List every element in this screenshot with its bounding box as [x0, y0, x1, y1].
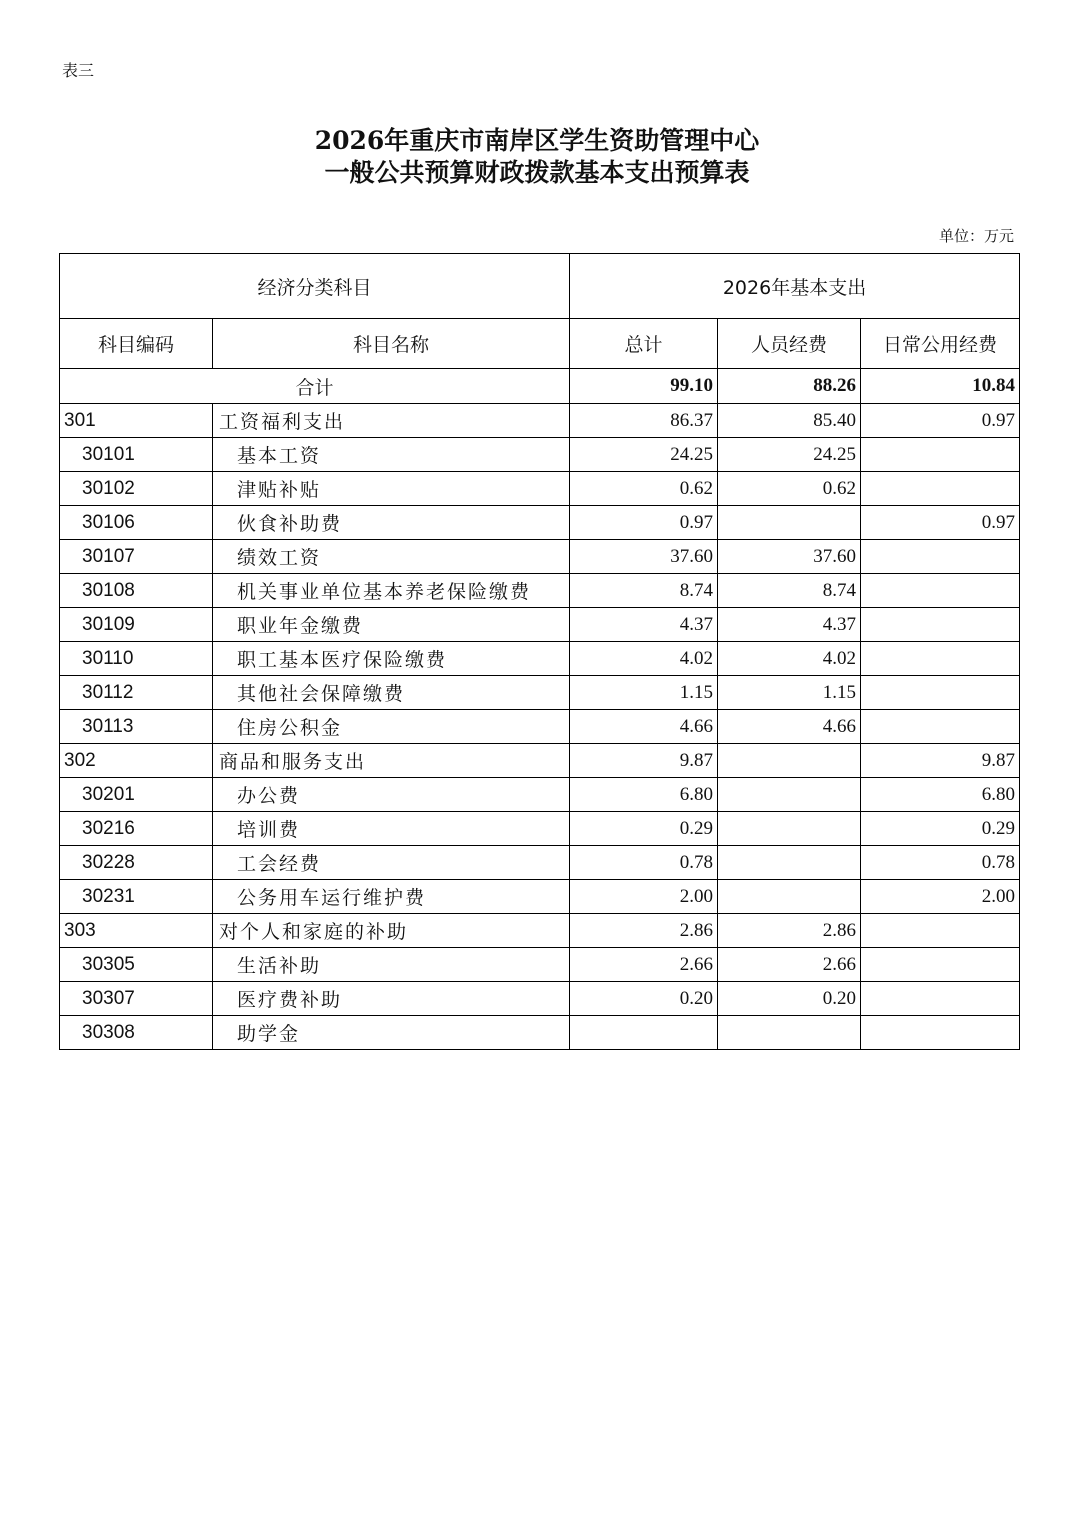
row-code: 30201 [60, 778, 213, 812]
row-name: 基本工资 [213, 438, 570, 472]
table-row [60, 948, 1020, 982]
row-code: 30107 [60, 540, 213, 574]
row-personnel: 2.66 [718, 948, 861, 982]
row-name: 伙食补助费 [213, 506, 570, 540]
row-total: 4.02 [570, 642, 718, 676]
table-row [60, 506, 1020, 540]
row-name: 机关事业单位基本养老保险缴费 [213, 574, 570, 608]
sum-personnel: 88.26 [718, 369, 861, 404]
page-title-line1: 2026年重庆市南岸区学生资助管理中心 [314, 126, 760, 155]
row-total [570, 1016, 718, 1050]
row-public [861, 914, 1020, 948]
row-code: 30305 [60, 948, 213, 982]
row-personnel [718, 778, 861, 812]
row-personnel: 1.15 [718, 676, 861, 710]
row-total: 37.60 [570, 540, 718, 574]
row-total: 2.86 [570, 914, 718, 948]
row-personnel: 0.20 [718, 982, 861, 1016]
header-total: 总计 [570, 319, 718, 369]
row-code: 30102 [60, 472, 213, 506]
header-code: 科目编码 [60, 319, 213, 369]
header-public: 日常公用经费 [861, 319, 1020, 369]
row-name: 职工基本医疗保险缴费 [213, 642, 570, 676]
row-public [861, 982, 1020, 1016]
row-code: 30113 [60, 710, 213, 744]
row-public: 0.97 [861, 506, 1020, 540]
table-row [60, 574, 1020, 608]
row-total: 6.80 [570, 778, 718, 812]
table-row [60, 914, 1020, 948]
table-body [60, 369, 1020, 1050]
row-personnel: 24.25 [718, 438, 861, 472]
row-public [861, 710, 1020, 744]
row-public: 0.78 [861, 846, 1020, 880]
table-row [60, 608, 1020, 642]
header-basic-expenditure: 2026年基本支出 [570, 254, 1020, 319]
row-personnel: 37.60 [718, 540, 861, 574]
row-personnel [718, 506, 861, 540]
row-code: 30112 [60, 676, 213, 710]
row-personnel: 4.02 [718, 642, 861, 676]
row-personnel: 0.62 [718, 472, 861, 506]
row-name: 助学金 [213, 1016, 570, 1050]
row-code: 301 [60, 404, 213, 438]
row-total: 9.87 [570, 744, 718, 778]
row-total: 0.97 [570, 506, 718, 540]
row-personnel: 4.37 [718, 608, 861, 642]
row-name: 职业年金缴费 [213, 608, 570, 642]
row-total: 0.62 [570, 472, 718, 506]
row-public [861, 948, 1020, 982]
row-personnel [718, 812, 861, 846]
header-personnel: 人员经费 [718, 319, 861, 369]
row-code: 30110 [60, 642, 213, 676]
row-personnel: 2.86 [718, 914, 861, 948]
row-code: 30106 [60, 506, 213, 540]
row-personnel [718, 880, 861, 914]
sum-label: 合计 [60, 369, 570, 404]
row-total: 86.37 [570, 404, 718, 438]
row-name: 其他社会保障缴费 [213, 676, 570, 710]
row-code: 30308 [60, 1016, 213, 1050]
table-row [60, 472, 1020, 506]
table-row [60, 982, 1020, 1016]
row-public: 0.97 [861, 404, 1020, 438]
row-name: 津贴补贴 [213, 472, 570, 506]
row-personnel [718, 846, 861, 880]
row-public [861, 608, 1020, 642]
row-name: 对个人和家庭的补助 [213, 914, 570, 948]
table-row [60, 1016, 1020, 1050]
row-total: 2.66 [570, 948, 718, 982]
row-public [861, 642, 1020, 676]
row-public: 2.00 [861, 880, 1020, 914]
row-name: 绩效工资 [213, 540, 570, 574]
table-row [60, 880, 1020, 914]
row-name: 工会经费 [213, 846, 570, 880]
row-public [861, 472, 1020, 506]
row-personnel [718, 1016, 861, 1050]
table-row [60, 778, 1020, 812]
row-code: 30108 [60, 574, 213, 608]
row-total: 1.15 [570, 676, 718, 710]
sum-row [60, 369, 1020, 404]
row-name: 工资福利支出 [213, 404, 570, 438]
row-total: 0.78 [570, 846, 718, 880]
table-row [60, 846, 1020, 880]
table-row [60, 812, 1020, 846]
row-code: 30109 [60, 608, 213, 642]
table-row [60, 676, 1020, 710]
budget-table [59, 253, 1020, 1050]
row-name: 住房公积金 [213, 710, 570, 744]
row-total: 4.66 [570, 710, 718, 744]
row-public: 9.87 [861, 744, 1020, 778]
table-row [60, 710, 1020, 744]
row-name: 生活补助 [213, 948, 570, 982]
row-code: 30307 [60, 982, 213, 1016]
row-code: 303 [60, 914, 213, 948]
row-code: 30216 [60, 812, 213, 846]
header-name: 科目名称 [213, 319, 570, 369]
row-code: 30228 [60, 846, 213, 880]
row-total: 0.20 [570, 982, 718, 1016]
row-public [861, 1016, 1020, 1050]
header-econ-category: 经济分类科目 [60, 254, 570, 319]
row-public [861, 676, 1020, 710]
page-title-line2: 一般公共预算财政拨款基本支出预算表 [324, 158, 750, 187]
table-label: 表三 [62, 61, 95, 80]
row-public: 6.80 [861, 778, 1020, 812]
table-row [60, 744, 1020, 778]
row-public [861, 540, 1020, 574]
row-personnel [718, 744, 861, 778]
row-personnel: 4.66 [718, 710, 861, 744]
row-code: 30101 [60, 438, 213, 472]
sum-total: 99.10 [570, 369, 718, 404]
row-total: 8.74 [570, 574, 718, 608]
row-name: 医疗费补助 [213, 982, 570, 1016]
row-public [861, 574, 1020, 608]
row-code: 302 [60, 744, 213, 778]
table-row [60, 642, 1020, 676]
row-total: 2.00 [570, 880, 718, 914]
row-total: 24.25 [570, 438, 718, 472]
row-name: 办公费 [213, 778, 570, 812]
row-code: 30231 [60, 880, 213, 914]
row-public: 0.29 [861, 812, 1020, 846]
row-public [861, 438, 1020, 472]
row-personnel: 85.40 [718, 404, 861, 438]
table-row [60, 404, 1020, 438]
unit-label: 单位：万元 [938, 227, 1014, 245]
row-name: 培训费 [213, 812, 570, 846]
row-name: 商品和服务支出 [213, 744, 570, 778]
row-total: 4.37 [570, 608, 718, 642]
row-personnel: 8.74 [718, 574, 861, 608]
sum-public: 10.84 [861, 369, 1020, 404]
row-name: 公务用车运行维护费 [213, 880, 570, 914]
table-row [60, 540, 1020, 574]
row-total: 0.29 [570, 812, 718, 846]
table-row [60, 438, 1020, 472]
